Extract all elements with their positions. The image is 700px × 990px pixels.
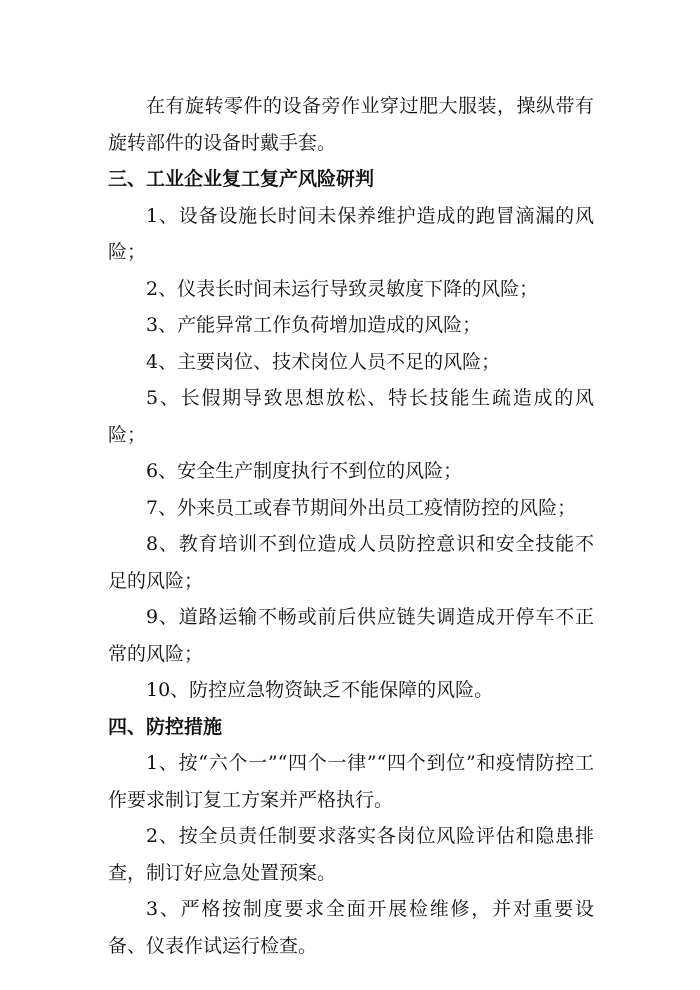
risk-item-5: 5、长假期导致思想放松、特长技能生疏造成的风险；: [108, 387, 594, 446]
section-3-heading: 三、工业企业复工复产风险研判: [108, 168, 375, 190]
section-4-heading: 四、防控措施: [108, 715, 223, 738]
risk-item-7: 7、外来员工或春节期间外出员工疫情防控的风险；: [146, 496, 577, 519]
risk-item-1: 1、设备设施长时间未保养维护造成的跑冒滴漏的风险；: [108, 204, 594, 263]
risk-item-6: 6、安全生产制度执行不到位的风险；: [146, 460, 463, 482]
intro-paragraph: 在有旋转零件的设备旁作业穿过肥大服装，操纵带有旋转部件的设备时戴手套。: [108, 95, 594, 154]
risk-item-9: 9、道路运输不畅或前后供应链失调造成开停车不正常的风险；: [108, 606, 594, 665]
measure-item-2: 2、按全员责任制要求落实各岗位风险评估和隐患排查，制订好应急处置预案。: [108, 825, 594, 884]
measure-item-3: 3、严格按制度要求全面开展检维修，并对重要设备、仪表作试运行检查。: [108, 898, 594, 957]
measure-item-1: 1、按“六个一”“四个一律”“四个到位”和疫情防控工作要求制订复工方案并严格执行。: [108, 752, 594, 811]
document-body: [108, 88, 594, 964]
risk-item-2: 2、仪表长时间未运行导致灵敏度下降的风险；: [146, 277, 539, 300]
risk-item-3: 3、产能异常工作负荷增加造成的风险；: [146, 314, 482, 336]
risk-item-8: 8、教育培训不到位造成人员防控意识和安全技能不足的风险；: [108, 533, 594, 592]
risk-item-10: 10、防控应急物资缺乏不能保障的风险。: [146, 679, 494, 701]
risk-item-4: 4、主要岗位、技术岗位人员不足的风险；: [146, 350, 501, 373]
